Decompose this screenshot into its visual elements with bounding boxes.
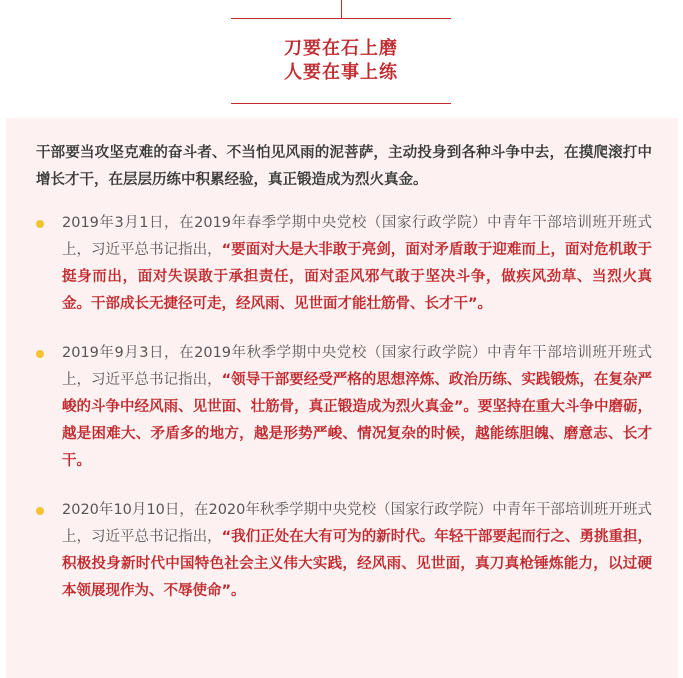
list-item: [36, 210, 652, 318]
list-item: [36, 497, 652, 605]
bullet-dot-icon: [36, 220, 44, 228]
title-line-2: 人要在事上练: [284, 62, 398, 83]
item-quote: “要面对大是大非敢于亮剑，面对矛盾敢于迎难而上，面对危机敢于挺身而出，面对失误敢于承担责任，面对歪风邪气敢于坚决斗争，做疾风劲草、当烈火真金。干部成长无捷径可走，经风雨、见世面才能壮筋骨、长才干”。: [62, 242, 653, 312]
item-lead: 2020年10月10日，在2020年秋季学期中央党校（国家行政学院）中青年干部培训班开班式上，习近平总书记指出，: [62, 502, 652, 545]
item-quote: “我们正处在大有可为的新时代。年轻干部要起而行之、勇挑重担，积极投身新时代中国特色社会主义伟大实践，经风雨、见世面，真刀真枪锤炼能力，以过硬本领展现作为、不辱使命”。: [62, 529, 653, 599]
content-card: [6, 118, 678, 678]
title-connector-line: [341, 0, 342, 18]
bullet-dot-icon: [36, 350, 44, 358]
bullet-dot-icon: [36, 507, 44, 515]
list-item: [36, 340, 652, 475]
item-lead: 2019年3月1日，在2019年春季学期中央党校（国家行政学院）中青年干部培训班开班式上，习近平总书记指出，: [62, 215, 652, 258]
title-line-1: 刀要在石上磨: [284, 38, 398, 59]
intro-paragraph: 干部要当攻坚克难的奋斗者、不当怕见风雨的泥菩萨，主动投身到各种斗争中去，在摸爬滚打中增长才干，在层层历练中积累经验，真正锻造成为烈火真金。: [36, 145, 652, 188]
item-lead: 2019年9月3日，在2019年秋季学期中央党校（国家行政学院）中青年干部培训班开班式上，习近平总书记指出，: [62, 345, 652, 388]
item-quote: “领导干部要经受严格的思想淬炼、政治历练、实践锻炼，在复杂严峻的斗争中经风雨、见世面、壮筋骨，真正锻造成为烈火真金”。要坚持在重大斗争中磨砺，越是困难大、矛盾多的地方，越是形势严峻、情况复杂的时候，越能练胆魄、磨意志、长才干。: [62, 372, 653, 469]
section-title: [231, 18, 451, 104]
